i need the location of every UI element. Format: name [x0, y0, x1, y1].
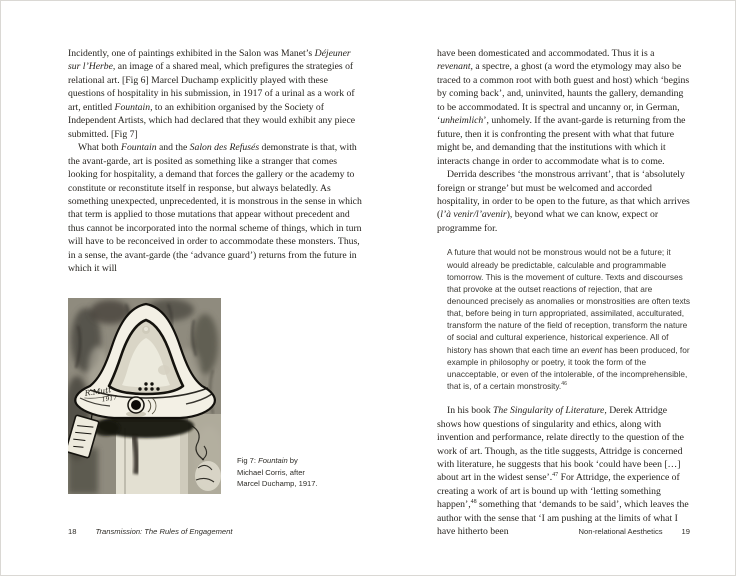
- page-number: 18: [68, 527, 77, 536]
- figure-fountain-drawing: [68, 298, 221, 494]
- left-page-text-column: [68, 47, 362, 276]
- block-quote: A future that would not be monstrous would not be a future; it would already be predictable, calculable and programmable tomorrow. This is the movement of culture. Texts and discourses that provoke at the outset reactions of rejection, that are denounced precisely as anomalies or monstrosities are often texts that, before being in turn appropriated, assimilated, acculturated, transform the nature of the field of reception, transform the nature of social and cultural experience, historical experience. All of history has shown that each time an event has been produced, for example in philosophy or poetry, it took the form of the unacceptable, or even of the intolerable, of the incomprehensible, that is, of a certain monstrosity.$^{46}$: [447, 247, 691, 392]
- fountain-artwork: [68, 298, 221, 494]
- svg-text:R.Mutt: R.Mutt: [84, 385, 112, 398]
- svg-text:1917: 1917: [101, 394, 118, 404]
- figure-caption: Fig 7: Fountain by Michael Corris, after Marcel Duchamp, 1917.: [237, 456, 318, 488]
- body-paragraph: In his book The Singularity of Literature, Derek Attridge shows how questions of singularity and ethics, along with invention and performance, relate directly to the question of the work of art. Though, as the title suggests, Attridge is concerned with literature, he suggests that his book ‘could have been […] about art in the widest sense’.$^{47}$ For Attridge, the experience of creating a work of art is bound up with ‘letting something happen’,$^{48}$ something that ‘demands to be said’, which leaves the author with the sense that ‘I am pushing at the limits of what I have hitherto been: [437, 405, 689, 538]
- body-paragraph: What both Fountain and the Salon des Refusés demonstrate is that, with the avant-garde, art is posited as something like a stranger that comes looking for hospitality, a demand that forces the gallery or the academy to constitute or reconstitute itself in response, but always belatedly. As something unexpected, unprecedented, it is monstrous in the sense in which that term is applied to those mutations that appear without precedent and thus cannot be incorporated into the normal scheme of things, which in turn will have to be reconceived in order to accommodate these monsters. Thus, in a sense, the avant-garde (the ‘advance guard’) returns from the future in which it will: [68, 142, 362, 275]
- running-title: Non-relational Aesthetics: [578, 527, 663, 536]
- left-page-footer: [68, 527, 233, 536]
- body-paragraph: Derrida describes ‘the monstrous arrivant’, that is ‘absolutely foreign or strange’ but must be welcomed and accorded hospitality, in order to be open to the future, as that which arrives (l’à venir/l’avenir), beyond what we can know, expect or programme for.: [437, 169, 690, 234]
- body-paragraph: have been domesticated and accommodated. Thus it is a revenant, a spectre, a ghost (a word the etymology may also be traced to a common root with both guest and host) which ‘begins by coming back’, and, uninvited, haunts the gallery, demanding to be accommodated. It is spectral and uncanny or, in German, ‘unheimlich’, unhomely. If the avant-garde is returning from the future, then it is confronting the present with what that future might be, and demanding that the institutions with which it interacts change in order to accommodate what is to come.: [437, 48, 690, 167]
- running-title: Transmission: The Rules of Engagement: [95, 527, 233, 536]
- right-page-footer: [579, 527, 690, 536]
- body-paragraph: Incidently, one of paintings exhibited in the Salon was Manet’s Déjeuner sur l’Herbe, an image of a shared meal, which prefigures the strategies of relational art. [Fig 6] Marcel Duchamp explicitly played with these questions of hospitality in his submission, in 1917 of a urinal as a work of art, entitled Fountain, to an exhibition organised by the Society of Independent Artists, which had declared that they would exhibit any piece submitted. [Fig 7]: [68, 48, 356, 140]
- right-page-text-column: [437, 47, 691, 539]
- page-number: 19: [681, 527, 690, 536]
